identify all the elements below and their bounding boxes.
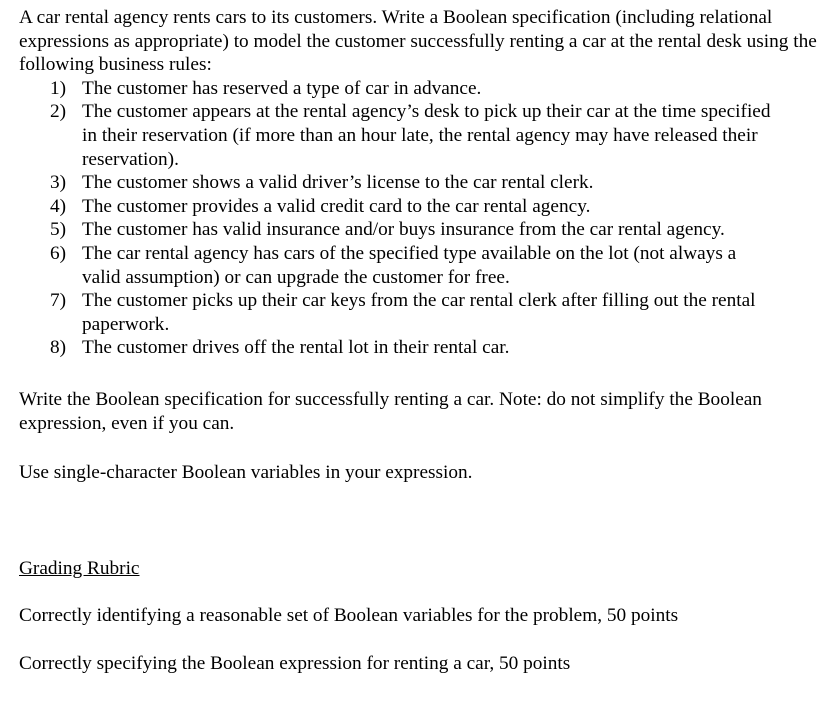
rule-item-6 [19, 242, 819, 289]
rule-item-7 [19, 289, 819, 336]
rule-text: The customer picks up their car keys from the car rental clerk after filling out the rental paperwork. [82, 290, 756, 335]
rule-number: 4) [50, 195, 67, 217]
rule-text: The customer appears at the rental agency’s desk to pick up their car at the time specified in their reservation (if more than an hour late, the rental agency may have released their reservation). [82, 101, 771, 170]
rule-number: 2) [50, 101, 67, 123]
rule-text: The customer shows a valid driver’s license to the car rental clerk. [82, 172, 594, 194]
rule-text: The customer drives off the rental lot in their rental car. [82, 337, 510, 359]
rule-text: The customer provides a valid credit card to the car rental agency. [82, 195, 591, 217]
rule-item-3 [19, 171, 819, 195]
rule-item-4 [19, 195, 819, 219]
rule-text: The customer has valid insurance and/or buys insurance from the car rental agency. [82, 219, 725, 241]
rubric-item-variables: Correctly identifying a reasonable set of Boolean variables for the problem, 50 points [19, 605, 679, 627]
instruction-paragraph: Write the Boolean specification for successfully renting a car. Note: do not simplify the Boolean expression, even if you can. [19, 388, 762, 434]
rubric-title: Grading Rubric [19, 557, 140, 579]
rule-item-2 [19, 100, 819, 171]
variables-note: Use single-character Boolean variables in your expression. [19, 462, 473, 484]
rule-item-5 [19, 218, 819, 242]
rule-number: 8) [50, 337, 67, 359]
business-rules-list [19, 77, 819, 360]
rule-number: 6) [50, 242, 67, 264]
rule-item-1 [19, 77, 819, 101]
rule-number: 5) [50, 219, 67, 241]
rule-text: The car rental agency has cars of the specified type available on the lot (not always a valid assumption) or can upgrade the customer for free. [82, 242, 737, 288]
rule-item-8 [19, 336, 819, 360]
rule-number: 3) [50, 172, 67, 194]
rule-number: 1) [50, 77, 67, 99]
intro-paragraph: A car rental agency rents cars to its customers. Write a Boolean specification (including relational expressions as appropriate) to model the customer successfully renting a car at the rental desk using the following business rules: [19, 7, 817, 76]
rubric-item-expression: Correctly specifying the Boolean expression for renting a car, 50 points [19, 652, 571, 674]
rule-number: 7) [50, 290, 67, 312]
assignment-document [19, 6, 819, 675]
rule-text: The customer has reserved a type of car in advance. [82, 77, 482, 99]
